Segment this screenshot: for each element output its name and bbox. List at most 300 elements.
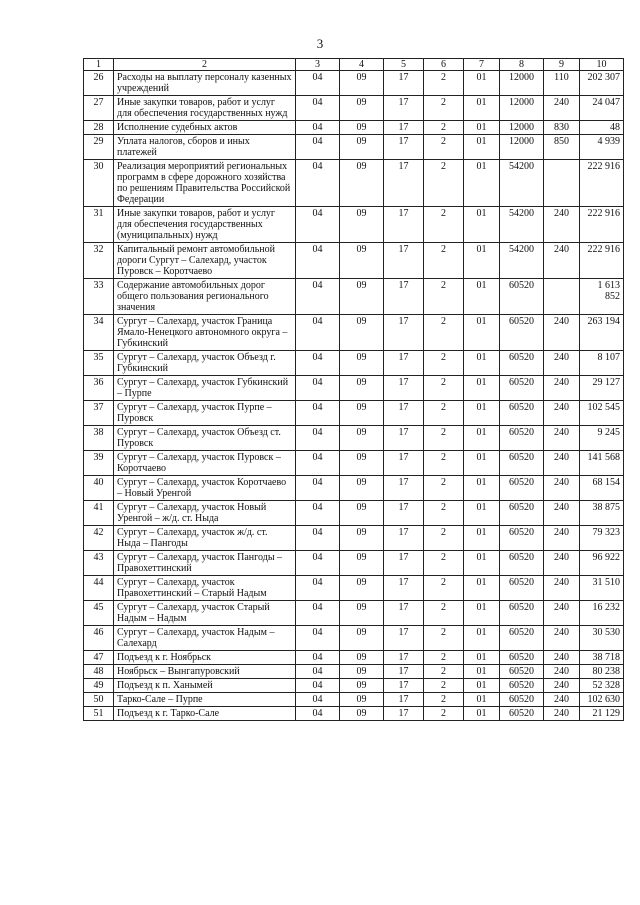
cell-code-8: 60520 (500, 693, 544, 707)
cell-code-4: 09 (340, 501, 384, 526)
cell-code-9: 240 (544, 401, 580, 426)
cell-code-8: 60520 (500, 451, 544, 476)
cell-code-7: 01 (464, 526, 500, 551)
cell-code-7: 01 (464, 707, 500, 721)
cell-code-7: 01 (464, 135, 500, 160)
cell-code-8: 60520 (500, 665, 544, 679)
column-header: 8 (500, 59, 544, 71)
table-row (84, 601, 624, 626)
cell-code-7: 01 (464, 679, 500, 693)
cell-code-8: 60520 (500, 376, 544, 401)
cell-code-9: 850 (544, 135, 580, 160)
budget-table (83, 58, 624, 721)
row-number: 49 (84, 679, 114, 693)
cell-code-6: 2 (424, 665, 464, 679)
cell-code-5: 17 (384, 665, 424, 679)
cell-code-4: 09 (340, 601, 384, 626)
cell-code-7: 01 (464, 576, 500, 601)
row-number: 30 (84, 160, 114, 207)
cell-code-8: 60520 (500, 707, 544, 721)
cell-code-3: 04 (296, 376, 340, 401)
cell-code-4: 09 (340, 279, 384, 315)
table-row (84, 576, 624, 601)
cell-amount: 30 530 (580, 626, 624, 651)
cell-code-8: 54200 (500, 207, 544, 243)
cell-amount: 102 545 (580, 401, 624, 426)
column-header: 9 (544, 59, 580, 71)
cell-code-7: 01 (464, 451, 500, 476)
cell-amount: 48 (580, 121, 624, 135)
row-number: 32 (84, 243, 114, 279)
cell-code-8: 60520 (500, 679, 544, 693)
cell-code-3: 04 (296, 693, 340, 707)
row-description: Сургут – Салехард, участок Старый Надым – Надым (114, 601, 296, 626)
cell-code-9: 240 (544, 501, 580, 526)
cell-code-9: 240 (544, 693, 580, 707)
row-description: Сургут – Салехард, участок Новый Уренгой – ж/д. ст. Ныда (114, 501, 296, 526)
cell-code-3: 04 (296, 626, 340, 651)
table-row (84, 651, 624, 665)
row-number: 28 (84, 121, 114, 135)
cell-code-9: 240 (544, 96, 580, 121)
cell-code-4: 09 (340, 576, 384, 601)
cell-code-3: 04 (296, 351, 340, 376)
cell-code-3: 04 (296, 207, 340, 243)
table-row (84, 665, 624, 679)
row-number: 29 (84, 135, 114, 160)
row-number: 40 (84, 476, 114, 501)
cell-code-4: 09 (340, 121, 384, 135)
cell-amount: 222 916 (580, 160, 624, 207)
cell-code-5: 17 (384, 679, 424, 693)
cell-amount: 68 154 (580, 476, 624, 501)
cell-code-7: 01 (464, 315, 500, 351)
cell-code-7: 01 (464, 160, 500, 207)
cell-amount: 16 232 (580, 601, 624, 626)
cell-code-9: 240 (544, 707, 580, 721)
cell-code-6: 2 (424, 679, 464, 693)
cell-code-5: 17 (384, 351, 424, 376)
table-row (84, 135, 624, 160)
cell-code-3: 04 (296, 71, 340, 96)
cell-code-3: 04 (296, 243, 340, 279)
cell-code-3: 04 (296, 601, 340, 626)
cell-code-8: 60520 (500, 526, 544, 551)
cell-code-6: 2 (424, 651, 464, 665)
cell-code-9: 830 (544, 121, 580, 135)
cell-code-5: 17 (384, 451, 424, 476)
row-number: 46 (84, 626, 114, 651)
cell-code-7: 01 (464, 71, 500, 96)
row-number: 39 (84, 451, 114, 476)
cell-code-3: 04 (296, 665, 340, 679)
cell-amount: 24 047 (580, 96, 624, 121)
cell-code-8: 12000 (500, 135, 544, 160)
cell-code-7: 01 (464, 376, 500, 401)
row-description: Сургут – Салехард, участок Пуровск – Коротчаево (114, 451, 296, 476)
cell-code-4: 09 (340, 315, 384, 351)
cell-code-9: 110 (544, 71, 580, 96)
row-description: Сургут – Салехард, участок Надым – Салехард (114, 626, 296, 651)
cell-code-6: 2 (424, 279, 464, 315)
row-description: Содержание автомобильных дорог общего пользования регионального значения (114, 279, 296, 315)
cell-code-3: 04 (296, 679, 340, 693)
table-row (84, 207, 624, 243)
cell-amount: 38 875 (580, 501, 624, 526)
cell-code-4: 09 (340, 243, 384, 279)
cell-code-5: 17 (384, 551, 424, 576)
cell-code-9: 240 (544, 665, 580, 679)
cell-code-8: 60520 (500, 626, 544, 651)
cell-code-7: 01 (464, 207, 500, 243)
cell-code-9: 240 (544, 426, 580, 451)
cell-code-8: 60520 (500, 551, 544, 576)
cell-amount: 263 194 (580, 315, 624, 351)
cell-code-4: 09 (340, 451, 384, 476)
cell-code-5: 17 (384, 693, 424, 707)
cell-code-7: 01 (464, 651, 500, 665)
cell-code-4: 09 (340, 707, 384, 721)
cell-code-5: 17 (384, 315, 424, 351)
row-number: 38 (84, 426, 114, 451)
table-row (84, 476, 624, 501)
table-row (84, 160, 624, 207)
cell-code-6: 2 (424, 96, 464, 121)
row-number: 48 (84, 665, 114, 679)
cell-code-8: 60520 (500, 651, 544, 665)
cell-amount: 29 127 (580, 376, 624, 401)
cell-code-3: 04 (296, 707, 340, 721)
page-number: 3 (316, 36, 324, 51)
row-description: Сургут – Салехард, участок Пангоды – Правохеттинский (114, 551, 296, 576)
cell-code-8: 54200 (500, 243, 544, 279)
cell-code-5: 17 (384, 576, 424, 601)
cell-code-9: 240 (544, 551, 580, 576)
table-row (84, 551, 624, 576)
cell-code-5: 17 (384, 207, 424, 243)
cell-code-3: 04 (296, 135, 340, 160)
table-row (84, 626, 624, 651)
table-row (84, 426, 624, 451)
cell-code-3: 04 (296, 96, 340, 121)
cell-code-8: 60520 (500, 351, 544, 376)
cell-code-8: 60520 (500, 279, 544, 315)
column-header: 7 (464, 59, 500, 71)
table-row (84, 315, 624, 351)
cell-code-3: 04 (296, 401, 340, 426)
cell-code-7: 01 (464, 243, 500, 279)
cell-amount: 141 568 (580, 451, 624, 476)
cell-code-9: 240 (544, 243, 580, 279)
cell-amount: 21 129 (580, 707, 624, 721)
cell-code-9: 240 (544, 651, 580, 665)
cell-code-9: 240 (544, 315, 580, 351)
cell-code-5: 17 (384, 96, 424, 121)
cell-code-5: 17 (384, 476, 424, 501)
row-number: 50 (84, 693, 114, 707)
cell-code-8: 60520 (500, 401, 544, 426)
cell-code-5: 17 (384, 71, 424, 96)
cell-code-3: 04 (296, 160, 340, 207)
header-row (84, 59, 624, 71)
row-number: 27 (84, 96, 114, 121)
cell-code-9: 240 (544, 679, 580, 693)
row-number: 34 (84, 315, 114, 351)
cell-code-6: 2 (424, 576, 464, 601)
column-header: 4 (340, 59, 384, 71)
cell-code-7: 01 (464, 693, 500, 707)
cell-code-6: 2 (424, 160, 464, 207)
row-number: 37 (84, 401, 114, 426)
cell-code-3: 04 (296, 426, 340, 451)
cell-code-3: 04 (296, 651, 340, 665)
cell-code-6: 2 (424, 401, 464, 426)
cell-code-5: 17 (384, 501, 424, 526)
cell-amount: 9 245 (580, 426, 624, 451)
cell-code-4: 09 (340, 426, 384, 451)
cell-code-6: 2 (424, 526, 464, 551)
cell-code-5: 17 (384, 651, 424, 665)
cell-code-4: 09 (340, 401, 384, 426)
row-number: 45 (84, 601, 114, 626)
cell-code-4: 09 (340, 351, 384, 376)
cell-code-4: 09 (340, 693, 384, 707)
cell-amount: 222 916 (580, 243, 624, 279)
row-description: Расходы на выплату персоналу казенных учреждений (114, 71, 296, 96)
cell-amount: 8 107 (580, 351, 624, 376)
row-description: Сургут – Салехард, участок Объезд г. Губкинский (114, 351, 296, 376)
cell-code-5: 17 (384, 160, 424, 207)
table-row (84, 679, 624, 693)
cell-amount: 96 922 (580, 551, 624, 576)
cell-amount: 1 613 852 (580, 279, 624, 315)
row-number: 43 (84, 551, 114, 576)
cell-code-8: 60520 (500, 426, 544, 451)
cell-code-4: 09 (340, 376, 384, 401)
cell-code-3: 04 (296, 551, 340, 576)
cell-code-4: 09 (340, 160, 384, 207)
cell-code-5: 17 (384, 601, 424, 626)
cell-code-9: 240 (544, 526, 580, 551)
cell-code-6: 2 (424, 601, 464, 626)
table-row (84, 351, 624, 376)
cell-code-8: 12000 (500, 96, 544, 121)
row-description: Сургут – Салехард, участок Пурпе – Пуровск (114, 401, 296, 426)
cell-code-6: 2 (424, 315, 464, 351)
cell-amount: 102 630 (580, 693, 624, 707)
cell-code-7: 01 (464, 279, 500, 315)
row-number: 31 (84, 207, 114, 243)
cell-code-7: 01 (464, 551, 500, 576)
row-description: Уплата налогов, сборов и иных платежей (114, 135, 296, 160)
cell-code-3: 04 (296, 576, 340, 601)
cell-code-4: 09 (340, 96, 384, 121)
table-row (84, 96, 624, 121)
cell-code-9: 240 (544, 451, 580, 476)
cell-code-3: 04 (296, 315, 340, 351)
row-description: Исполнение судебных актов (114, 121, 296, 135)
cell-code-4: 09 (340, 626, 384, 651)
table-row (84, 501, 624, 526)
cell-code-6: 2 (424, 426, 464, 451)
cell-code-7: 01 (464, 665, 500, 679)
cell-code-7: 01 (464, 601, 500, 626)
cell-code-7: 01 (464, 426, 500, 451)
cell-code-5: 17 (384, 279, 424, 315)
cell-code-6: 2 (424, 693, 464, 707)
cell-code-6: 2 (424, 376, 464, 401)
column-header: 1 (84, 59, 114, 71)
table-row (84, 526, 624, 551)
cell-code-7: 01 (464, 501, 500, 526)
cell-code-4: 09 (340, 135, 384, 160)
cell-code-8: 12000 (500, 71, 544, 96)
cell-code-6: 2 (424, 451, 464, 476)
cell-code-4: 09 (340, 207, 384, 243)
row-description: Сургут – Салехард, участок Коротчаево – Новый Уренгой (114, 476, 296, 501)
cell-code-8: 60520 (500, 501, 544, 526)
cell-code-9 (544, 279, 580, 315)
row-description: Сургут – Салехард, участок Граница Ямало-Ненецкого автономного округа – Губкинский (114, 315, 296, 351)
cell-code-7: 01 (464, 476, 500, 501)
table-row (84, 693, 624, 707)
cell-code-5: 17 (384, 426, 424, 451)
column-header: 3 (296, 59, 340, 71)
cell-code-3: 04 (296, 451, 340, 476)
row-description: Сургут – Салехард, участок Губкинский – Пурпе (114, 376, 296, 401)
cell-code-4: 09 (340, 665, 384, 679)
cell-code-8: 12000 (500, 121, 544, 135)
cell-code-3: 04 (296, 501, 340, 526)
row-description: Капитальный ремонт автомобильной дороги Сургут – Салехард, участок Пуровск – Коротчаево (114, 243, 296, 279)
cell-code-9: 240 (544, 351, 580, 376)
cell-code-4: 09 (340, 71, 384, 96)
table-row (84, 376, 624, 401)
row-description: Иные закупки товаров, работ и услуг для обеспечения государственных (муниципальных) нужд (114, 207, 296, 243)
cell-code-8: 60520 (500, 576, 544, 601)
table-row (84, 707, 624, 721)
cell-code-5: 17 (384, 376, 424, 401)
row-number: 33 (84, 279, 114, 315)
cell-code-9: 240 (544, 576, 580, 601)
column-header: 6 (424, 59, 464, 71)
table-row (84, 279, 624, 315)
cell-code-3: 04 (296, 476, 340, 501)
cell-code-7: 01 (464, 626, 500, 651)
cell-code-6: 2 (424, 351, 464, 376)
cell-code-6: 2 (424, 207, 464, 243)
cell-amount: 79 323 (580, 526, 624, 551)
cell-amount: 80 238 (580, 665, 624, 679)
cell-code-6: 2 (424, 243, 464, 279)
cell-code-3: 04 (296, 526, 340, 551)
table-row (84, 121, 624, 135)
cell-code-9 (544, 160, 580, 207)
cell-amount: 222 916 (580, 207, 624, 243)
cell-code-6: 2 (424, 501, 464, 526)
row-number: 26 (84, 71, 114, 96)
table-row (84, 243, 624, 279)
cell-code-6: 2 (424, 551, 464, 576)
cell-code-7: 01 (464, 96, 500, 121)
cell-code-4: 09 (340, 651, 384, 665)
table-row (84, 71, 624, 96)
row-description: Сургут – Салехард, участок ж/д. ст. Ныда – Пангоды (114, 526, 296, 551)
cell-amount: 4 939 (580, 135, 624, 160)
row-number: 35 (84, 351, 114, 376)
column-header: 5 (384, 59, 424, 71)
cell-code-8: 60520 (500, 315, 544, 351)
table-row (84, 451, 624, 476)
row-description: Иные закупки товаров, работ и услуг для обеспечения государственных нужд (114, 96, 296, 121)
cell-code-7: 01 (464, 351, 500, 376)
row-number: 51 (84, 707, 114, 721)
cell-amount: 52 328 (580, 679, 624, 693)
cell-code-6: 2 (424, 476, 464, 501)
cell-code-5: 17 (384, 401, 424, 426)
table-row (84, 401, 624, 426)
cell-code-6: 2 (424, 707, 464, 721)
cell-code-5: 17 (384, 626, 424, 651)
cell-code-7: 01 (464, 121, 500, 135)
cell-code-5: 17 (384, 243, 424, 279)
cell-code-4: 09 (340, 679, 384, 693)
row-number: 42 (84, 526, 114, 551)
cell-code-5: 17 (384, 526, 424, 551)
row-description: Подъезд к г. Ноябрьск (114, 651, 296, 665)
row-description: Тарко-Сале – Пурпе (114, 693, 296, 707)
cell-amount: 31 510 (580, 576, 624, 601)
row-description: Реализация мероприятий региональных программ в сфере дорожного хозяйства по решениям Правительства Российской Федерации (114, 160, 296, 207)
cell-code-8: 60520 (500, 601, 544, 626)
cell-code-6: 2 (424, 121, 464, 135)
cell-code-9: 240 (544, 476, 580, 501)
row-number: 36 (84, 376, 114, 401)
row-description: Ноябрьск – Вынгапуровский (114, 665, 296, 679)
cell-code-4: 09 (340, 476, 384, 501)
cell-code-4: 09 (340, 551, 384, 576)
row-number: 44 (84, 576, 114, 601)
cell-amount: 202 307 (580, 71, 624, 96)
cell-code-9: 240 (544, 601, 580, 626)
cell-code-9: 240 (544, 376, 580, 401)
row-description: Сургут – Салехард, участок Объезд ст. Пуровск (114, 426, 296, 451)
cell-code-8: 54200 (500, 160, 544, 207)
row-description: Подъезд к г. Тарко-Сале (114, 707, 296, 721)
column-header: 2 (114, 59, 296, 71)
cell-code-5: 17 (384, 121, 424, 135)
row-number: 47 (84, 651, 114, 665)
table-body (84, 59, 624, 721)
row-number: 41 (84, 501, 114, 526)
row-description: Подъезд к п. Ханымей (114, 679, 296, 693)
cell-code-7: 01 (464, 401, 500, 426)
cell-code-6: 2 (424, 71, 464, 96)
cell-code-3: 04 (296, 279, 340, 315)
cell-code-9: 240 (544, 626, 580, 651)
cell-code-3: 04 (296, 121, 340, 135)
column-header: 10 (580, 59, 624, 71)
cell-amount: 38 718 (580, 651, 624, 665)
cell-code-6: 2 (424, 626, 464, 651)
cell-code-5: 17 (384, 135, 424, 160)
cell-code-8: 60520 (500, 476, 544, 501)
cell-code-6: 2 (424, 135, 464, 160)
cell-code-5: 17 (384, 707, 424, 721)
row-description: Сургут – Салехард, участок Правохеттинский – Старый Надым (114, 576, 296, 601)
cell-code-9: 240 (544, 207, 580, 243)
cell-code-4: 09 (340, 526, 384, 551)
